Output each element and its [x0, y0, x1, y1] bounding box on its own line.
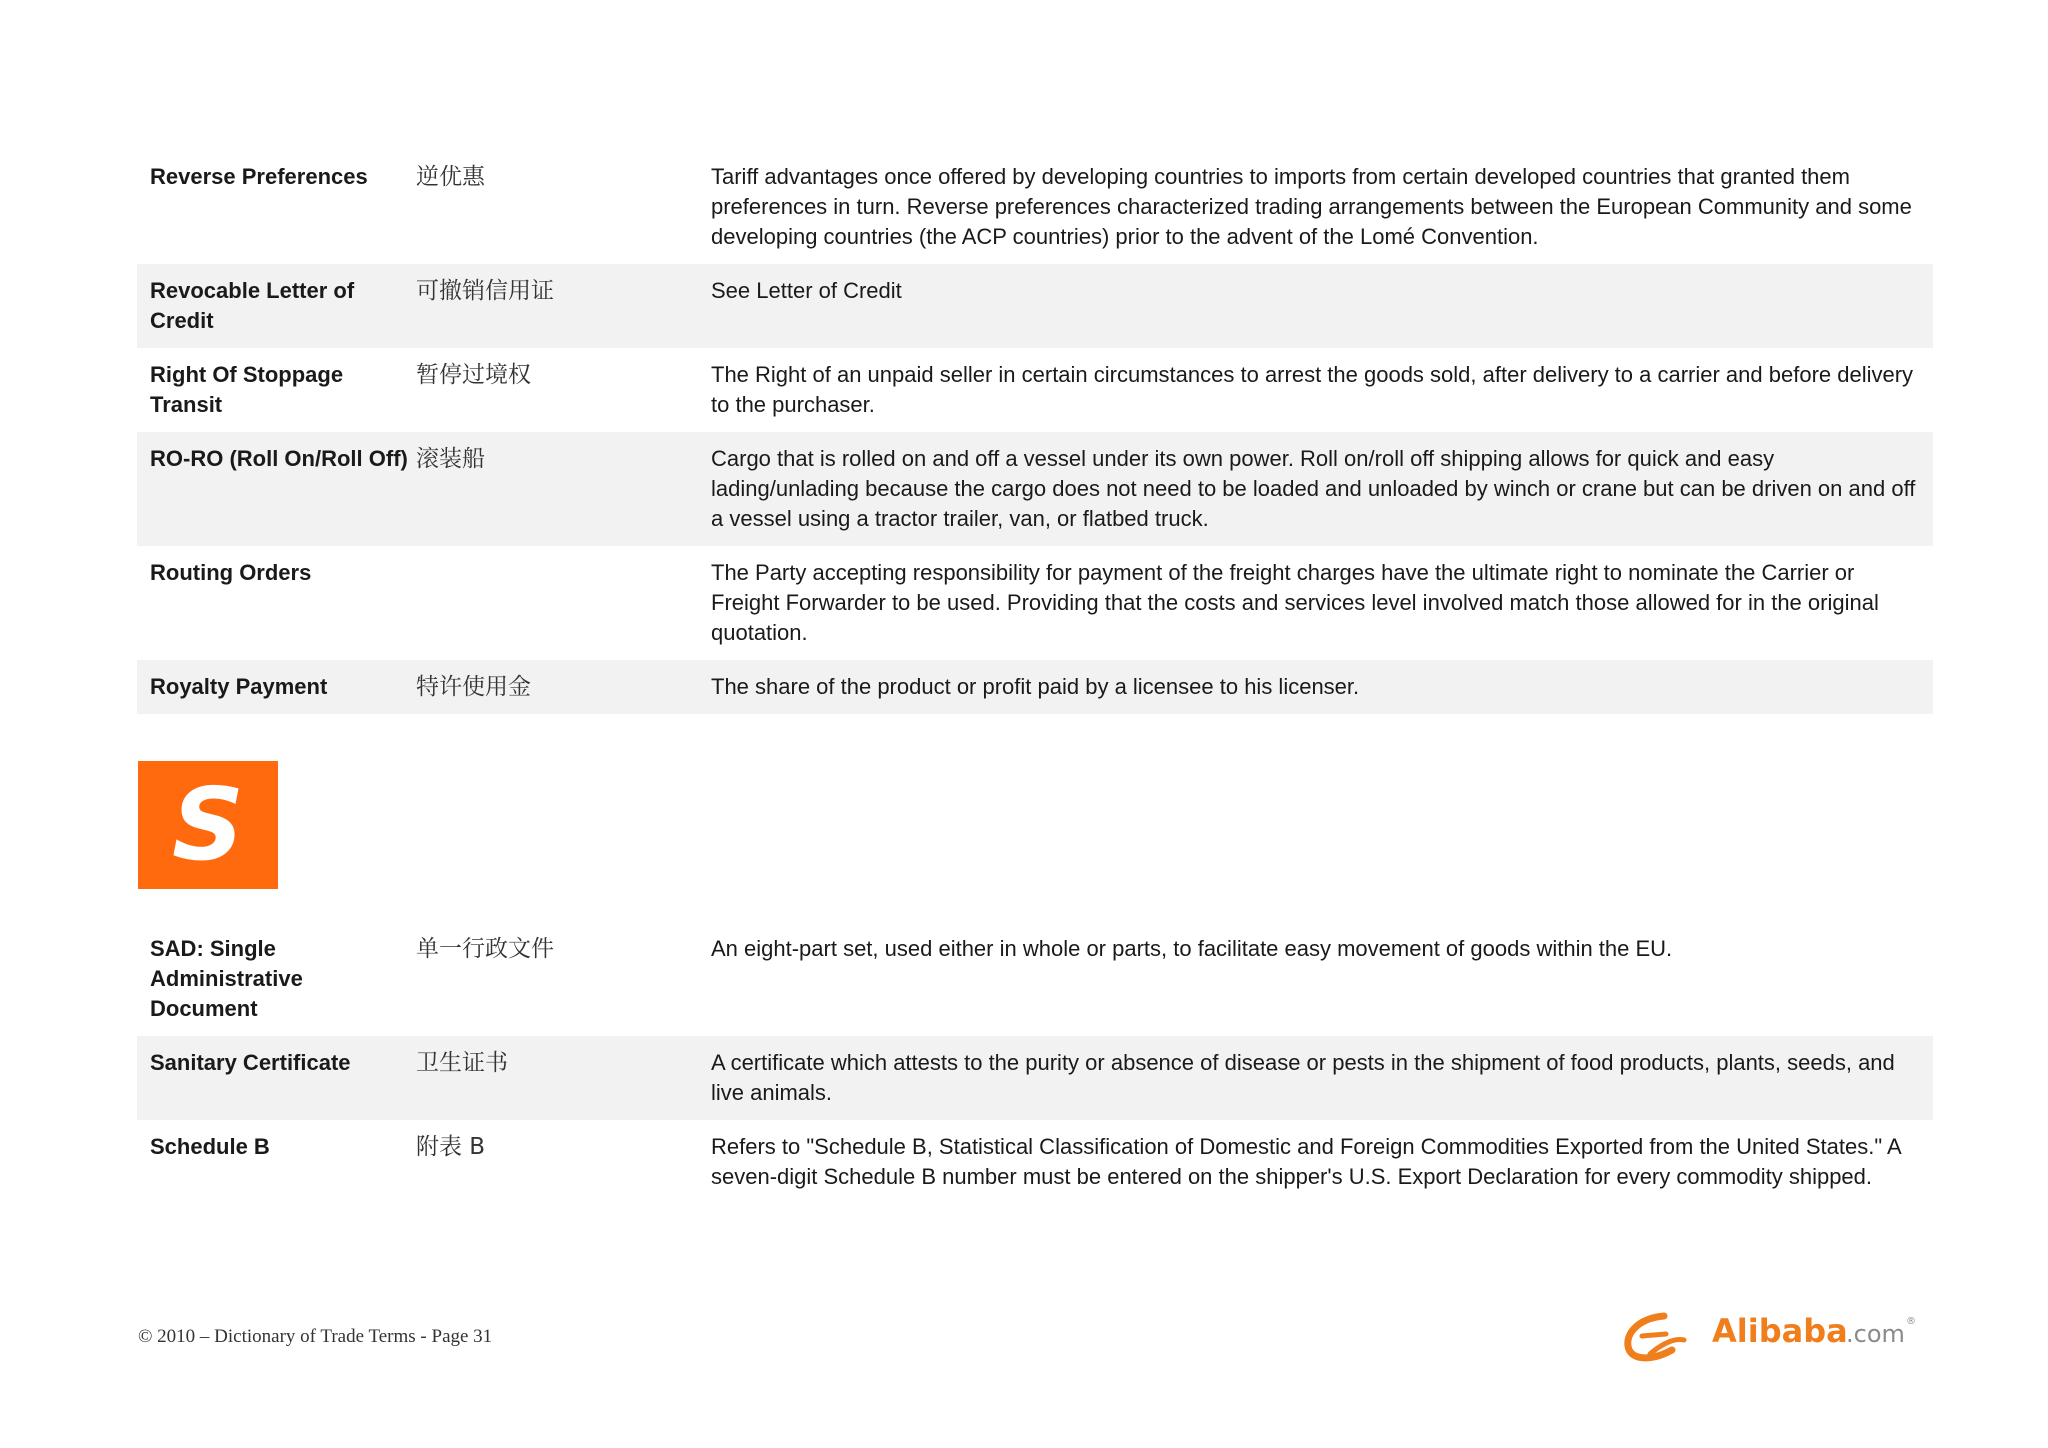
term-definition: See Letter of Credit [711, 278, 902, 303]
term-definition: Cargo that is rolled on and off a vessel under its own power. Roll on/roll off shipping allows for quick and easy lading/unlading because the cargo does not need to be loaded and unloaded by winch or crane but can be driven on and off a vessel using a tractor trailer, van, or flatbed truck. [711, 446, 1916, 531]
term-definition: Refers to "Schedule B, Statistical Classification of Domestic and Foreign Commodities Exported from the United States." A seven-digit Schedule B number must be entered on the shipper's U.S. Export Declaration for every commodity shipped. [711, 1134, 1901, 1189]
table-row [137, 432, 1933, 546]
term-chinese: 暂停过境权 [416, 362, 531, 388]
table-row [137, 150, 1933, 264]
table-row [137, 348, 1933, 432]
term-name: Sanitary Certificate [150, 1050, 351, 1075]
section-letter: S [171, 766, 245, 883]
term-name: Reverse Preferences [150, 164, 368, 189]
glossary-table-s [137, 922, 1933, 1204]
term-chinese: 逆优惠 [416, 164, 485, 190]
table-row [137, 660, 1933, 714]
table-row [137, 546, 1933, 660]
term-chinese: 卫生证书 [416, 1050, 508, 1076]
term-definition: The Party accepting responsibility for payment of the freight charges have the ultimate right to nominate the Carrier or Freight Forwarder to be used. Providing that the costs and services level involved match those allowed for in the original quotation. [711, 560, 1879, 645]
term-chinese [416, 558, 711, 648]
alibaba-mark-icon [1628, 1316, 1684, 1358]
term-name: RO-RO (Roll On/Roll Off) [150, 446, 408, 471]
term-definition: An eight-part set, used either in whole or parts, to facilitate easy movement of goods within the EU. [711, 936, 1673, 961]
term-name: Routing Orders [150, 560, 312, 585]
term-chinese: 特许使用金 [416, 674, 531, 700]
term-definition: A certificate which attests to the purity or absence of disease or pests in the shipment of food products, plants, seeds, and live animals. [711, 1050, 1895, 1105]
term-name: Right Of Stoppage Transit [150, 362, 344, 417]
term-chinese: 附表 B [416, 1134, 486, 1160]
term-chinese: 单一行政文件 [416, 936, 554, 962]
term-chinese: 可撤销信用证 [416, 278, 554, 304]
page-footer: © 2010 – Dictionary of Trade Terms - Page 31 [138, 1326, 493, 1347]
term-name: SAD: Single Administrative Document [150, 936, 303, 1021]
table-row [137, 922, 1933, 1036]
table-row [137, 264, 1933, 348]
term-definition: The share of the product or profit paid by a licensee to his licenser. [711, 674, 1360, 699]
term-name: Revocable Letter of Credit [150, 278, 355, 333]
alibaba-logo [1620, 1302, 1920, 1368]
logo-suffix: .com [1846, 1320, 1905, 1348]
term-name: Schedule B [150, 1134, 270, 1159]
term-name: Royalty Payment [150, 674, 328, 699]
term-chinese: 滚装船 [416, 446, 485, 472]
logo-registered-mark: ® [1906, 1316, 1916, 1327]
table-row [137, 1120, 1933, 1204]
term-definition: Tariff advantages once offered by developing countries to imports from certain developed countries that granted them preferences in turn. Reverse preferences characterized trading arrangements between the European Community and some developing countries (the ACP countries) prior to the advent of the Lomé Convention. [711, 164, 1912, 249]
glossary-table-r [137, 150, 1933, 714]
table-row [137, 1036, 1933, 1120]
term-definition: The Right of an unpaid seller in certain circumstances to arrest the goods sold, after delivery to a carrier and before delivery to the purchaser. [711, 362, 1914, 417]
logo-wordmark: Alibaba [1712, 1312, 1848, 1350]
section-letter-badge [138, 761, 278, 889]
